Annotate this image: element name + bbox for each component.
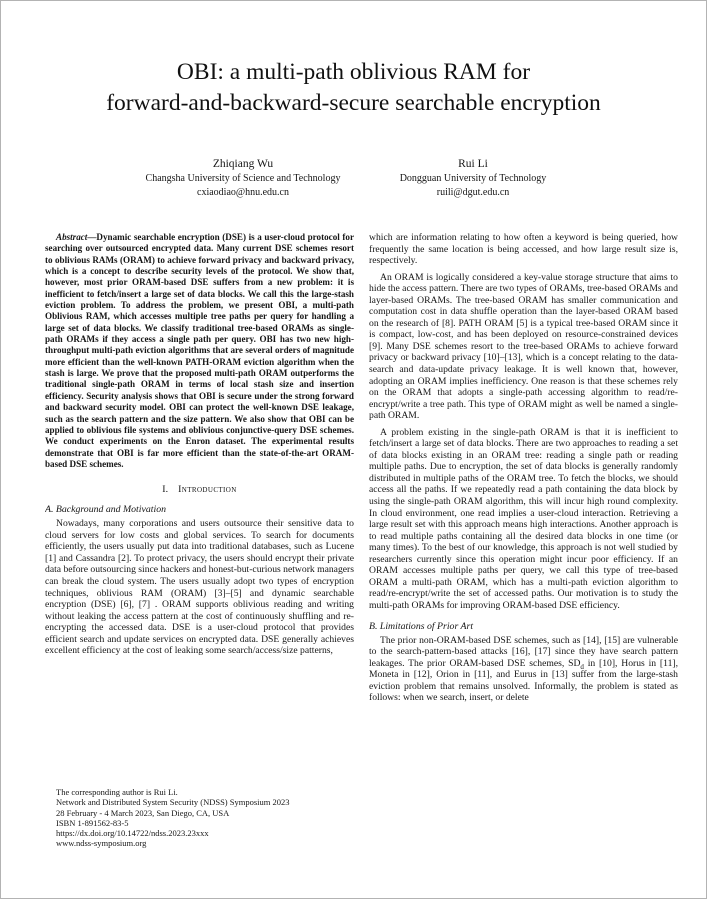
abstract-paragraph [45,232,354,470]
footnote-website: www.ndss-symposium.org [56,838,147,849]
footnote-doi: https://dx.doi.org/10.14722/ndss.2023.23xxx [56,828,209,839]
subsection-heading-b: B. Limitations of Prior Art [369,620,474,632]
author-1-name: Zhiqiang Wu [212,158,274,170]
footnote-isbn: ISBN 1-891562-83-5 [56,817,129,828]
author-block-2 [323,157,623,200]
footnote-venue: Network and Distributed System Security (NDSS) Symposium 2023 [56,797,290,808]
author-1-affiliation: Changsha University of Science and Technology [145,173,341,184]
subsection-heading-a: A. Background and Motivation [45,504,166,516]
footnote-date-location: 28 February - 4 March 2023, San Diego, CA, USA [56,807,230,818]
paragraph-prior-art-part-1: The prior non-ORAM-based DSE schemes, such as [14], [15] are vulnerable to the search-pattern-based attacks [16], [17] since they have search pattern leakages. The prior ORAM-based DSE schemes, SD [369,634,678,669]
footnote-corresponding-author: The corresponding author is Rui Li. [56,787,178,797]
paper-title-line-2: forward-and-backward-secure searchable encryption [106,90,601,116]
paragraph-oram-overview: An ORAM is logically considered a key-value storage structure that aims to hide the access pattern. There are two types of ORAMs, tree-based ORAMs and layer-based ORAMs. The tree-based ORAM has smaller communication and computation cost in data shuffle operation than the layer-based ORAM based on the research of [8]. PATH ORAM [5] is a typical tree-based ORAM since it is compact, low-cost, and has been deployed on resource-constrained devices [9]. Many DSE schemes resort to the tree-based ORAMs to achieve forward privacy or backward privacy [10]–[13], which is a concept relating to the data-search and data-update privacy leakage. It is well known that, however, adopting an ORAM implies inefficiency. One reason is that these schemes rely on the ORAM that adopts a single-path accessing algorithm to read/re-encrypt/write a tree path. This type of ORAM might as well be named a single-path ORAM. [369,271,678,422]
right-column [369,232,678,872]
author-2-name: Rui Li [458,158,488,170]
section-heading-introduction [45,484,354,495]
author-1-email: cxiaodiao@hnu.edu.cn [197,187,289,198]
left-column [45,232,354,780]
paragraph-single-path-problem: A problem existing in the single-path ORAM is that it is inefficient to fetch/insert a large set of data blocks. There are two approaches to reading a set of data blocks existing in an ORAM tree: reading a single path or reading multiple paths. Due to encryption, the set of data blocks is generally randomly distributed in multiple paths of the ORAM tree. To fetch the blocks, we should access all the paths. If we repeatedly read a path containing the data block by using the single-path ORAM algorithm, this will incur high round complexity. In cloud environment, one read implies a user-cloud interaction. Retrieving a large result set with this approach means high interactions. Another approach is to read multiple paths containing all the desired data blocks in one time (or many times). To the best of our knowledge, this approach is not well studied by researchers currently since this operation might incur poor efficiency. If an ORAM accesses multiple paths per query, we call this type of tree-based ORAM a multi-path ORAM, which has a multi-path eviction algorithm to read/re-encrypt/write the set of accessed paths. Our motivation is to study the multi-path ORAMs for improving ORAM-based DSE efficiency. [369,426,678,611]
author-2-affiliation: Dongguan University of Technology [399,173,547,184]
abstract-label: Abstract [56,232,88,242]
footnote-block [56,787,361,849]
paragraph-background-motivation: Nowadays, many corporations and users outsource their sensitive data to cloud servers for low costs and global services. To search for documents efficiently, the users usually put data into traditional databases, such as Lucene [1] and Cassandra [2]. To protect privacy, the users should encrypt their private data before outsourcing since hackers and honest-but-curious network managers can break the cloud system. The users usually adopt two types of encryption techniques, oblivious RAM (ORAM) [3]–[5] and dynamic searchable encryption (DSE) [6], [7] . ORAM supports oblivious reading and writing without leaking the access pattern at the cost of continuously shuffling and re-encrypting the accessed data. DSE is a user-cloud protocol that provides efficient search and update services on encrypted data. DSE generally achieves excellent efficiency at the cost of leaking some search/access/size patterns, [45,518,354,657]
paper-title-line-1: OBI: a multi-path oblivious RAM for [176,59,531,85]
paragraph-background-continuation: which are information relating to how often a keyword is being queried, how frequently the same location is being accessed, and how large result size is, respectively. [369,232,678,267]
sd-subscript: d [580,662,584,671]
paragraph-prior-art-part-2: in [10], Horus in [11], Moneta in [12], Orion in [11], and Eurus in [13] suffer from the large-stash eviction problem that remains unsolved. Informally, the problem is stated as follows: when we search, insert, or delete [369,657,678,704]
section-number: I. [162,484,169,496]
abstract-text: —Dynamic searchable encryption (DSE) is a user-cloud protocol for searching over outsourced encrypted data. Many current DSE schemes resort to oblivious RAMs (ORAM) to achieve forward privacy and backward privacy, which is a concept to describe security levels of the protocol. We show that, however, most prior ORAM-based DSE suffers from a new problem: it is inefficient to fetch/insert a large set of data blocks. We call this the large-stash eviction problem. To address the problem, we present OBI, a multi-path Oblivious RAM, which accesses multiple tree paths per query for handling a large set of data blocks. We classify traditional tree-based ORAMs as single-path ORAMs if they access a single path per query. OBI has two new high-throughput multi-path eviction algorithms that are several orders of magnitude more efficient than the well-known PATH-ORAM eviction algorithm when the stash is large. We prove that the proposed multi-path ORAM outperforms the traditional single-path ORAM in terms of local stash size and insertion efficiency. Security analysis shows that OBI is secure under the strong forward and backward security model. OBI can protect the well-known DSE leakage, such as the search pattern and the size pattern. We also show that OBI can be applied to oblivious file systems and oblivious conjunctive-query DSE schemes. We conduct experiments on the Enron dataset. The experimental results demonstrate that OBI is far more efficient than the state-of-the-art ORAM-based DSE schemes. [45,232,354,469]
author-2-email: ruili@dgut.edu.cn [436,187,510,198]
section-title: Introduction [178,484,237,496]
paper-title [1,57,706,119]
paragraph-prior-art [369,635,678,704]
